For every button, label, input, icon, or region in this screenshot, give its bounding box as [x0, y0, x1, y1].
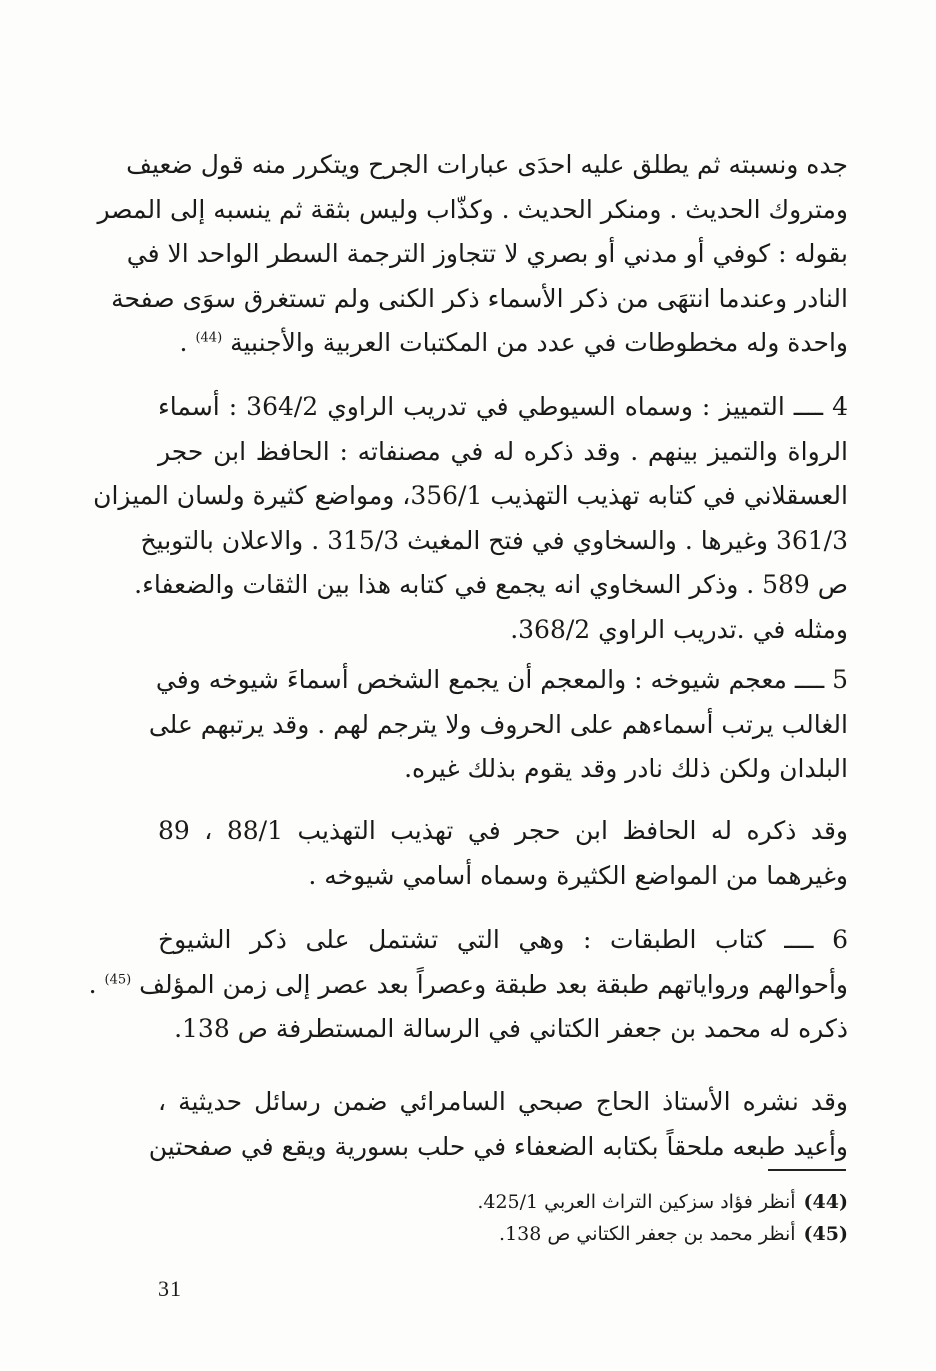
text-line: البلدان ولكن ذلك نادر وقد يقوم بذلك غيره. [404, 754, 848, 783]
text-line: ذكره له محمد بن جعفر الكتاني في الرسالة المستطرفة ص 138. [174, 1014, 848, 1043]
text-line: 4 ــــ التمييز : وسماه السيوطي في تدريب الراوي 364/2 : أسماء [158, 392, 848, 421]
text-line [158, 321, 848, 366]
text-line: الغالب يرتب أسماءهم على الحروف ولا يترجم لهم . وقد يرتبهم على [148, 709, 848, 739]
text-line [88, 963, 848, 1008]
text-line-body: وأحوالهم ورواياتهم طبقة بعد طبقة وعصراً بعد عصر إلى زمن المؤلف [139, 969, 848, 999]
line-tail: . [88, 969, 105, 999]
footnote-text: أنظر فؤاد سزكين التراث العربي 425/1. [477, 1191, 796, 1213]
paragraph-4 [158, 809, 848, 898]
text-line: جده ونسبته ثم يطلق عليه احدَى عبارات الجرح ويتكرر منه قول ضعيف [126, 150, 848, 179]
text-line: ومتروك الحديث . ومنكر الحديث . وكذّاب وليس بثقة ثم ينسبه إلى المصر [97, 194, 848, 224]
paragraph-6 [148, 1080, 848, 1169]
text-line: ص 589 . وذكر السخاوي انه يجمع في كتابه هذا بين الثقات والضعفاء. [134, 570, 848, 599]
footnote-45 [420, 1218, 848, 1250]
footnote-ref-44: (44) [195, 330, 223, 346]
text-line: العسقلاني في كتابه تهذيب التهذيب 356/1، ومواضع كثيرة ولسان الميزان [93, 481, 848, 510]
text-line: النادر وعندما انتهَى من ذكر الأسماء ذكر الكنى ولم تستغرق سوَى صفحة [111, 283, 848, 313]
text-line: 5 ــــ معجم شيوخه : والمعجم أن يجمع الشخص أسماءَ شيوخه وفي [155, 665, 848, 694]
footnote-44 [420, 1186, 848, 1218]
footnotes [420, 1186, 848, 1250]
text-line: بقوله : كوفي أو مدني أو بصري لا تتجاوز الترجمة السطر الواحد الا في [126, 239, 848, 268]
text-line: وقد ذكره له الحافظ ابن حجر في تهذيب التهذيب 88/1 ، 89 [158, 816, 849, 845]
line-tail: . [179, 328, 196, 357]
footnote-ref-45: (45) [104, 972, 132, 988]
text-line: 6 ــــ كتاب الطبقات : وهي التي تشتمل على ذكر الشيوخ [158, 925, 848, 954]
text-line: وقد نشره الأستاذ الحاج صبحي السامرائي ضمن رسائل حديثية ، [158, 1087, 848, 1116]
paragraph-1 [97, 143, 848, 366]
footnote-text: أنظر محمد بن جعفر الكتاني ص 138. [499, 1223, 796, 1245]
text-line: وغيرهما من المواضع الكثيرة وسماه أسامي شيوخه . [308, 860, 848, 890]
paragraph-2 [93, 385, 848, 652]
footnote-number: (45) [803, 1223, 848, 1245]
footnote-separator [768, 1169, 846, 1171]
text-line: ومثله في .تدريب الراوي 368/2. [510, 614, 848, 644]
paragraph-5 [88, 918, 848, 1052]
text-line-body: واحدة وله مخطوطات في عدد من المكتبات العربية والأجنبية [230, 328, 848, 357]
text-line: الرواة والتميز بينهم . وقد ذكره له في مصنفاته : الحافظ ابن حجر [158, 436, 848, 466]
text-line: وأعيد طبعه ملحقاً بكتابه الضعفاء في حلب بسورية ويقع في صفحتين [148, 1131, 848, 1161]
paragraph-3 [148, 658, 848, 792]
page-number: 31 [158, 1276, 182, 1301]
text-line: 361/3 وغيرها . والسخاوي في فتح المغيث 315/3 . والاعلان بالتوبيخ [140, 525, 848, 555]
footnote-number: (44) [803, 1191, 848, 1213]
